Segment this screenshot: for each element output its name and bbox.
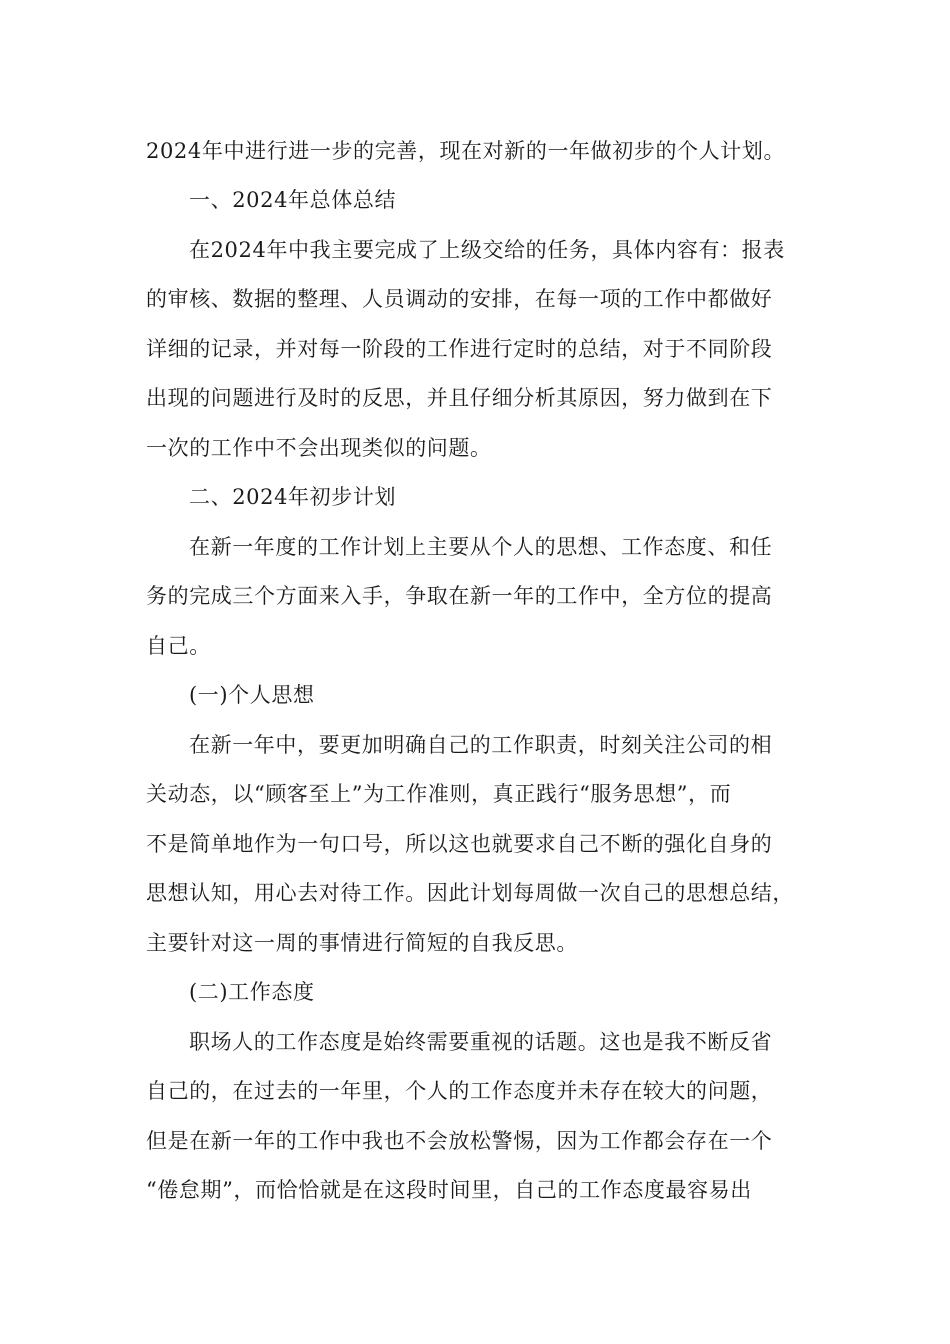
text-line: 在新一年中，要更加明确自己的工作职责，时刻关注公司的相 [189,733,773,757]
subsection-heading-thought: (一)个人思想 [189,683,315,707]
text-line: 务的完成三个方面来入手，争取在新一年的工作中，全方位的提高 [146,584,773,608]
text-line: 思想认知，用心去对待工作。因此计划每周做一次自己的思想总结， [146,881,794,905]
section-heading-summary: 一、2024年总体总结 [189,188,397,212]
text-line: 关动态，以“顾客至上”为工作准则，真正践行“服务思想”，而 [146,782,732,806]
text-line: 出现的问题进行及时的反思，并且仔细分析其原因，努力做到在下 [146,386,773,410]
text-line: 2024年中进行进一步的完善，现在对新的一年做初步的个人计划。 [146,139,786,163]
text-line: “倦怠期”，而恰恰就是在这段时间里，自己的工作态度最容易出 [146,1178,752,1202]
text-line: 在2024年中我主要完成了上级交给的任务，具体内容有：报表 [189,238,785,262]
text-line: 详细的记录，并对每一阶段的工作进行定时的总结，对于不同阶段 [146,337,773,361]
subsection-heading-attitude: (二)工作态度 [189,980,315,1004]
text-line: 自己。 [146,634,211,658]
text-line: 主要针对这一周的事情进行简短的自我反思。 [146,931,578,955]
text-line: 职场人的工作态度是始终需要重视的话题。这也是我不断反省 [189,1030,773,1054]
text-line: 一次的工作中不会出现类似的问题。 [146,436,492,460]
section-heading-plan: 二、2024年初步计划 [189,485,397,509]
text-line: 在新一年度的工作计划上主要从个人的思想、工作态度、和任 [189,535,773,559]
text-line: 不是简单地作为一句口号，所以这也就要求自己不断的强化自身的 [146,832,773,856]
text-line: 但是在新一年的工作中我也不会放松警惕，因为工作都会存在一个 [146,1129,773,1153]
text-line: 的审核、数据的整理、人员调动的安排，在每一项的工作中都做好 [146,287,773,311]
text-line: 自己的，在过去的一年里，个人的工作态度并未存在较大的问题， [146,1079,773,1103]
